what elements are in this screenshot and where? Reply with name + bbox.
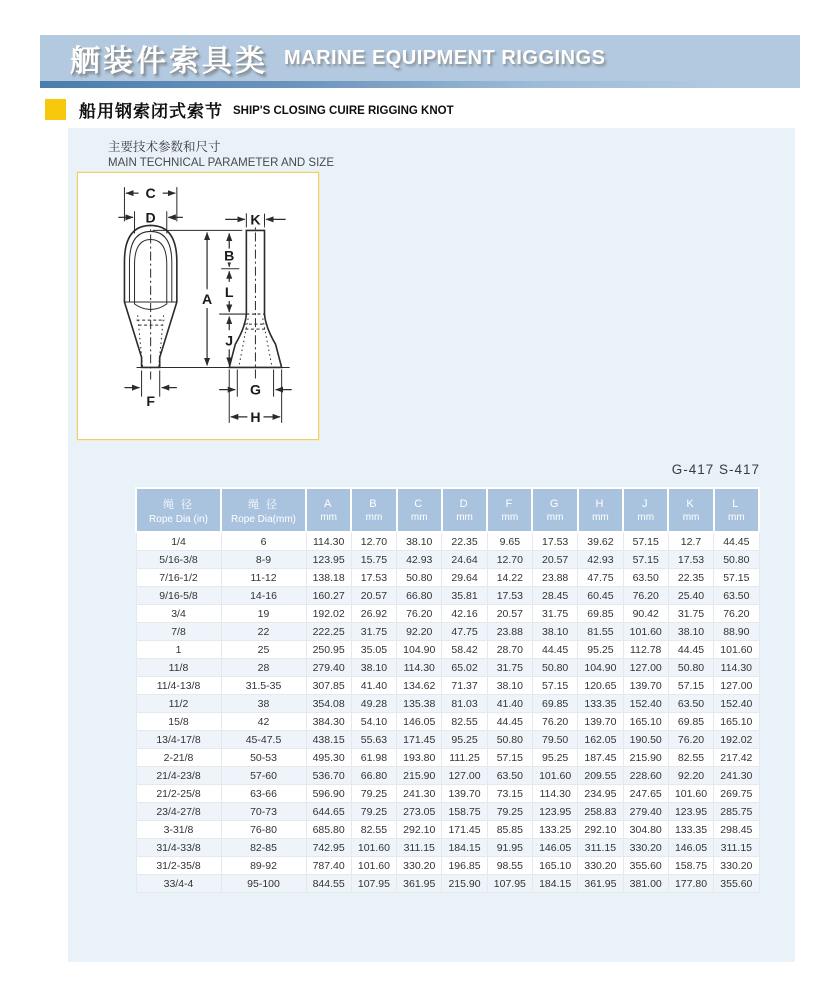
table-cell: 139.70 [442,785,487,803]
table-cell: 307.85 [306,677,351,695]
table-cell: 82.55 [668,749,713,767]
table-cell: 89-92 [221,857,306,875]
table-cell: 152.40 [623,695,668,713]
table-cell: 73.15 [487,785,532,803]
table-cell: 11/4-13/8 [136,677,221,695]
table-cell: 298.45 [714,821,759,839]
table-cell: 114.30 [532,785,577,803]
table-cell: 177.80 [668,875,713,893]
table-cell: 50.80 [487,731,532,749]
table-cell: 241.30 [397,785,442,803]
table-cell: 21/4-23/8 [136,767,221,785]
table-cell: 15.75 [351,551,396,569]
table-cell: 787.40 [306,857,351,875]
dim-label-b: B [224,247,235,264]
table-cell: 112.78 [623,641,668,659]
table-cell: 196.85 [442,857,487,875]
table-cell: 9/16-5/8 [136,587,221,605]
table-cell: 17.53 [487,587,532,605]
table-cell: 101.60 [351,839,396,857]
table-cell: 7/8 [136,623,221,641]
table-cell: 279.40 [623,803,668,821]
column-header: J mm [623,488,668,532]
table-cell: 47.75 [442,623,487,641]
column-header: 绳 径 Rope Dia (in) [136,488,221,532]
table-cell: 844.55 [306,875,351,893]
table-cell: 138.18 [306,569,351,587]
table-cell: 19 [221,605,306,623]
table-cell: 11/8 [136,659,221,677]
table-cell: 15/8 [136,713,221,731]
table-cell: 12.70 [487,551,532,569]
table-cell: 44.45 [532,641,577,659]
table-cell: 123.95 [532,803,577,821]
table-cell: 50.80 [714,551,759,569]
table-cell: 215.90 [442,875,487,893]
table-cell: 685.80 [306,821,351,839]
table-cell: 123.95 [668,803,713,821]
section-heading [108,139,334,171]
table-cell: 17.53 [351,569,396,587]
table-cell: 596.90 [306,785,351,803]
table-cell: 17.53 [668,551,713,569]
table-cell: 1 [136,641,221,659]
parameter-table [135,487,760,893]
table-cell: 241.30 [714,767,759,785]
table-cell: 146.05 [668,839,713,857]
table-cell: 42.93 [397,551,442,569]
table-cell: 44.45 [714,532,759,551]
table-cell: 26.92 [351,605,396,623]
table-row [136,803,759,821]
column-header: D mm [442,488,487,532]
column-header: L mm [714,488,759,532]
table-cell: 76.20 [532,713,577,731]
subtitle-zh: 船用钢索闭式索节 [79,102,223,121]
table-cell: 92.20 [397,623,442,641]
table-cell: 38.10 [351,659,396,677]
table-cell: 25.40 [668,587,713,605]
table-cell: 38.10 [668,623,713,641]
table-cell: 330.20 [623,839,668,857]
table-cell: 35.05 [351,641,396,659]
table-cell: 644.65 [306,803,351,821]
table-cell: 355.60 [623,857,668,875]
table-cell: 57.15 [623,551,668,569]
table-cell: 165.10 [623,713,668,731]
table-cell: 22.35 [442,532,487,551]
table-cell: 50-53 [221,749,306,767]
table-cell: 95.25 [442,731,487,749]
table-cell: 17.53 [532,532,577,551]
table-cell: 92.20 [668,767,713,785]
table-row [136,821,759,839]
column-header: K mm [668,488,713,532]
table-cell: 6 [221,532,306,551]
table-cell: 79.25 [351,803,396,821]
table-cell: 139.70 [578,713,623,731]
table-cell: 95.25 [532,749,577,767]
table-cell: 217.42 [714,749,759,767]
banner-bottom-strip [40,81,800,88]
table-cell: 31.75 [351,623,396,641]
table-cell: 50.80 [397,569,442,587]
table-cell: 22 [221,623,306,641]
table-cell: 101.60 [623,623,668,641]
table-cell: 171.45 [442,821,487,839]
table-row [136,713,759,731]
table-cell: 160.27 [306,587,351,605]
table-cell: 81.03 [442,695,487,713]
table-cell: 311.15 [397,839,442,857]
table-cell: 158.75 [442,803,487,821]
table-cell: 38.10 [532,623,577,641]
table-cell: 107.95 [487,875,532,893]
table-cell: 104.90 [397,641,442,659]
table-cell: 114.30 [306,532,351,551]
table-cell: 49.28 [351,695,396,713]
table-cell: 95.25 [578,641,623,659]
table-cell: 285.75 [714,803,759,821]
column-header: H mm [578,488,623,532]
banner-title-en: MARINE EQUIPMENT RIGGINGS [284,46,606,69]
table-cell: 31.75 [532,605,577,623]
table-cell: 95-100 [221,875,306,893]
table-header-row [136,488,759,532]
table-cell: 82.55 [442,713,487,731]
table-row [136,569,759,587]
table-row [136,695,759,713]
table-cell: 258.83 [578,803,623,821]
table-row [136,623,759,641]
table-cell: 57.15 [532,677,577,695]
table-cell: 35.81 [442,587,487,605]
table-cell: 38.10 [487,677,532,695]
table-cell: 1/4 [136,532,221,551]
dimension-drawing [78,173,318,439]
table-cell: 79.50 [532,731,577,749]
table-cell: 63.50 [623,569,668,587]
table-cell: 304.80 [623,821,668,839]
dim-label-j: J [225,332,234,349]
technical-diagram [77,172,319,440]
dim-label-c: C [145,185,156,202]
table-cell: 127.00 [623,659,668,677]
table-cell: 71.37 [442,677,487,695]
table-row [136,785,759,803]
table-cell: 63.50 [714,587,759,605]
table-cell: 381.00 [623,875,668,893]
table-cell: 98.55 [487,857,532,875]
table-cell: 139.70 [623,677,668,695]
table-cell: 190.50 [623,731,668,749]
table-cell: 123.95 [306,551,351,569]
table-cell: 104.90 [578,659,623,677]
table-cell: 133.35 [668,821,713,839]
table-cell: 311.15 [578,839,623,857]
table-cell: 9.65 [487,532,532,551]
table-cell: 165.10 [714,713,759,731]
table-cell: 2-21/8 [136,749,221,767]
table-cell: 292.10 [578,821,623,839]
table-cell: 20.57 [487,605,532,623]
table-cell: 66.80 [351,767,396,785]
table-cell: 146.05 [397,713,442,731]
table-cell: 31.75 [487,659,532,677]
table-row [136,731,759,749]
table-row [136,677,759,695]
table-cell: 311.15 [714,839,759,857]
column-header: 绳 径 Rope Dia(mm) [221,488,306,532]
table-row [136,659,759,677]
table-cell: 111.25 [442,749,487,767]
table-cell: 42.93 [578,551,623,569]
table-cell: 269.75 [714,785,759,803]
table-cell: 76-80 [221,821,306,839]
page-banner [40,35,800,81]
table-cell: 41.40 [351,677,396,695]
table-cell: 38 [221,695,306,713]
column-header: F mm [487,488,532,532]
table-cell: 215.90 [397,767,442,785]
table-cell: 76.20 [397,605,442,623]
table-cell: 7/16-1/2 [136,569,221,587]
column-header: G mm [532,488,577,532]
table-cell: 250.95 [306,641,351,659]
table-cell: 31.5-35 [221,677,306,695]
table-cell: 57.15 [487,749,532,767]
table-row [136,749,759,767]
dim-label-l: L [224,283,234,300]
table-cell: 20.57 [532,551,577,569]
table-cell: 11-12 [221,569,306,587]
table-cell: 23/4-27/8 [136,803,221,821]
table-cell: 31.75 [668,605,713,623]
table-cell: 495.30 [306,749,351,767]
table-cell: 101.60 [351,857,396,875]
table-cell: 31/2-35/8 [136,857,221,875]
table-cell: 76.20 [668,731,713,749]
table-cell: 44.45 [668,641,713,659]
table-cell: 63-66 [221,785,306,803]
table-cell: 20.57 [351,587,396,605]
table-cell: 57-60 [221,767,306,785]
table-cell: 120.65 [578,677,623,695]
table-cell: 63.50 [487,767,532,785]
table-cell: 742.95 [306,839,351,857]
table-cell: 14-16 [221,587,306,605]
table-cell: 14.22 [487,569,532,587]
table-cell: 361.95 [578,875,623,893]
table-cell: 28.45 [532,587,577,605]
model-code: G-417 S-417 [671,462,760,477]
table-cell: 222.25 [306,623,351,641]
dim-label-d: D [145,209,156,226]
table-cell: 133.25 [532,821,577,839]
table-cell: 31/4-33/8 [136,839,221,857]
dim-label-g: G [249,381,261,398]
column-header: C mm [397,488,442,532]
table-cell: 8-9 [221,551,306,569]
table-cell: 22.35 [668,569,713,587]
table-cell: 133.35 [578,695,623,713]
table-cell: 171.45 [397,731,442,749]
table-cell: 330.20 [397,857,442,875]
table-cell: 60.45 [578,587,623,605]
table-cell: 55.63 [351,731,396,749]
table-cell: 81.55 [578,623,623,641]
table-cell: 23.88 [487,623,532,641]
table-cell: 69.85 [578,605,623,623]
table-cell: 69.85 [532,695,577,713]
table-cell: 158.75 [668,857,713,875]
table-cell: 21/2-25/8 [136,785,221,803]
dim-label-a: A [201,290,213,307]
table-cell: 66.80 [397,587,442,605]
table-cell: 209.55 [578,767,623,785]
table-cell: 273.05 [397,803,442,821]
table-cell: 192.02 [714,731,759,749]
table-cell: 101.60 [714,641,759,659]
table-cell: 11/2 [136,695,221,713]
table-row [136,839,759,857]
table-cell: 152.40 [714,695,759,713]
table-cell: 79.25 [487,803,532,821]
table-cell: 39.62 [578,532,623,551]
table-row [136,857,759,875]
table-cell: 114.30 [397,659,442,677]
table-cell: 187.45 [578,749,623,767]
table-cell: 135.38 [397,695,442,713]
table-cell: 134.62 [397,677,442,695]
table-cell: 292.10 [397,821,442,839]
table-cell: 38.10 [397,532,442,551]
table-cell: 361.95 [397,875,442,893]
table-cell: 54.10 [351,713,396,731]
yellow-bullet-icon [45,99,66,120]
column-header: A mm [306,488,351,532]
table-cell: 228.60 [623,767,668,785]
dim-label-h: H [250,408,261,425]
table-row [136,641,759,659]
table-cell: 215.90 [623,749,668,767]
table-cell: 70-73 [221,803,306,821]
table-cell: 42 [221,713,306,731]
table-row [136,875,759,893]
table-cell: 58.42 [442,641,487,659]
table-cell: 57.15 [714,569,759,587]
table-cell: 114.30 [714,659,759,677]
table-cell: 42.16 [442,605,487,623]
table-cell: 28.70 [487,641,532,659]
banner-title-zh: 舾装件索具类 [70,45,268,78]
table-row [136,532,759,551]
table-cell: 354.08 [306,695,351,713]
table-cell: 50.80 [532,659,577,677]
table-cell: 29.64 [442,569,487,587]
table-cell: 3-31/8 [136,821,221,839]
table-cell: 82-85 [221,839,306,857]
table-cell: 330.20 [714,857,759,875]
section-heading-zh: 主要技术参数和尺寸 [108,140,221,154]
table-cell: 355.60 [714,875,759,893]
table-cell: 28 [221,659,306,677]
table-cell: 57.15 [668,677,713,695]
table-cell: 88.90 [714,623,759,641]
table-cell: 91.95 [487,839,532,857]
table-cell: 127.00 [442,767,487,785]
table-cell: 76.20 [714,605,759,623]
table-row [136,587,759,605]
table-cell: 65.02 [442,659,487,677]
table-cell: 536.70 [306,767,351,785]
table-cell: 192.02 [306,605,351,623]
table-cell: 3/4 [136,605,221,623]
product-subtitle [45,97,454,122]
table-cell: 23.88 [532,569,577,587]
table-cell: 384.30 [306,713,351,731]
table-cell: 47.75 [578,569,623,587]
table-cell: 82.55 [351,821,396,839]
table-cell: 5/16-3/8 [136,551,221,569]
table-cell: 234.95 [578,785,623,803]
table-cell: 184.15 [532,875,577,893]
subtitle-en: SHIP'S CLOSING CUIRE RIGGING KNOT [233,105,454,117]
table-row [136,767,759,785]
table-cell: 63.50 [668,695,713,713]
table-cell: 101.60 [532,767,577,785]
table-row [136,551,759,569]
table-cell: 165.10 [532,857,577,875]
table-cell: 76.20 [623,587,668,605]
table-cell: 330.20 [578,857,623,875]
table-cell: 61.98 [351,749,396,767]
section-heading-en: MAIN TECHNICAL PARAMETER AND SIZE [108,156,334,169]
table-cell: 57.15 [623,532,668,551]
table-cell: 41.40 [487,695,532,713]
dim-label-k: K [250,211,261,228]
table-cell: 107.95 [351,875,396,893]
table-cell: 44.45 [487,713,532,731]
dim-label-f: F [146,392,155,409]
table-cell: 101.60 [668,785,713,803]
table-cell: 12.70 [351,532,396,551]
table-cell: 69.85 [668,713,713,731]
table-cell: 12.7 [668,532,713,551]
table-cell: 25 [221,641,306,659]
table-cell: 438.15 [306,731,351,749]
table-cell: 162.05 [578,731,623,749]
table-cell: 79.25 [351,785,396,803]
table-cell: 13/4-17/8 [136,731,221,749]
table-cell: 146.05 [532,839,577,857]
table-cell: 33/4-4 [136,875,221,893]
table-body [136,532,759,893]
table-cell: 184.15 [442,839,487,857]
table-cell: 50.80 [668,659,713,677]
table-cell: 247.65 [623,785,668,803]
table-cell: 24.64 [442,551,487,569]
table-cell: 45-47.5 [221,731,306,749]
table-cell: 193.80 [397,749,442,767]
table-cell: 127.00 [714,677,759,695]
table-cell: 85.85 [487,821,532,839]
table-cell: 90.42 [623,605,668,623]
column-header: B mm [351,488,396,532]
table-cell: 279.40 [306,659,351,677]
table-row [136,605,759,623]
